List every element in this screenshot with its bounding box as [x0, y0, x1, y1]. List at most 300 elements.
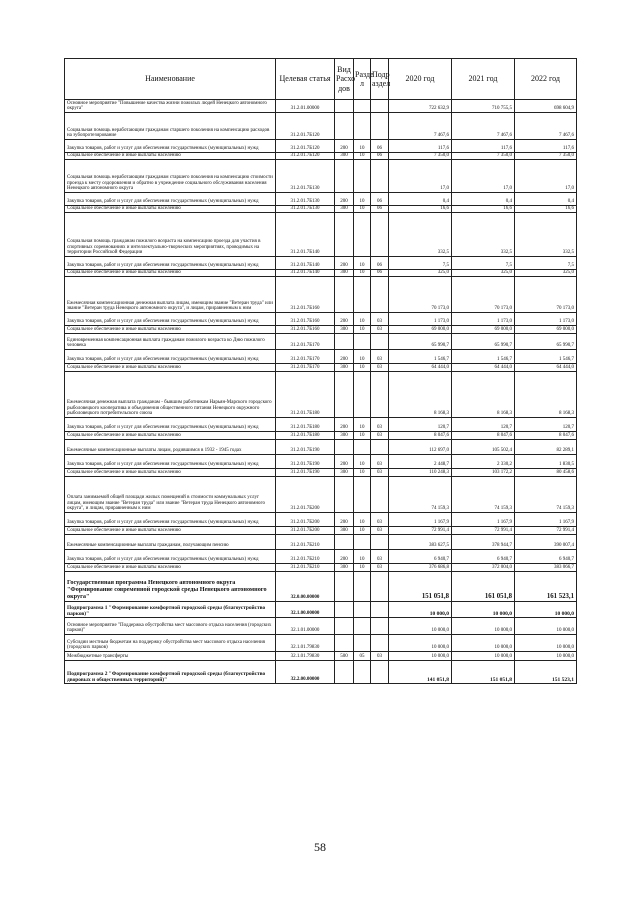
cell-vid	[335, 160, 354, 193]
cell-code: 32.1.01.79830	[276, 652, 335, 661]
cell-2022: 10 000,0	[515, 602, 577, 618]
header-vid: Вид Расхо дов	[335, 59, 354, 100]
cell-name: Социальное обеспечение и иные выплаты населению	[65, 469, 276, 477]
cell-2022: 8 168,3	[515, 372, 577, 418]
cell-2021: 16,6	[452, 206, 515, 213]
cell-name: Оплата занимаемой общей площади жилых помещений в стоимости коммунальных услуг лицам, имеющим звание "Ветеран труда" или звание "Ветеран труда Ненецкого автономного округа", и лицам, приравненным к ним	[65, 477, 276, 513]
table-row	[65, 153, 577, 160]
cell-razd	[354, 572, 371, 602]
cell-2021: 151 051,8	[452, 661, 515, 684]
cell-podr	[371, 440, 389, 455]
table-row	[65, 635, 577, 652]
cell-2020: 10 000,0	[389, 635, 452, 652]
cell-podr: 03	[371, 313, 389, 326]
table-row	[65, 469, 577, 477]
cell-code: 31.2.01.7Б200	[276, 527, 335, 535]
budget-table	[64, 58, 577, 684]
cell-name: Ежемесячная компенсационная денежная выплата лицам, имеющим звание "Ветеран труда" или звание "Ветеран труда Ненецкого автономного округа", и лицам, приравненным к ним	[65, 277, 276, 313]
table-row	[65, 326, 577, 334]
cell-vid	[335, 277, 354, 313]
cell-2021: 7 467,6	[452, 113, 515, 140]
cell-code: 31.2.01.7Б130	[276, 160, 335, 193]
cell-2020: 70 173,0	[389, 277, 452, 313]
cell-podr: 03	[371, 513, 389, 527]
cell-code: 31.2.01.7Б130	[276, 206, 335, 213]
cell-2021: 120,7	[452, 418, 515, 432]
cell-name: Социальное обеспечение и иные выплаты населению	[65, 326, 276, 334]
cell-podr	[371, 618, 389, 635]
cell-razd	[354, 160, 371, 193]
cell-2021: 17,0	[452, 160, 515, 193]
table-row	[65, 372, 577, 418]
cell-podr: 06	[371, 270, 389, 277]
cell-name: Подпрограмма 1 "Формирование комфортной городской среды (благоустройство парков)"	[65, 602, 276, 618]
cell-2021: 710 755,5	[452, 100, 515, 113]
table-row	[65, 618, 577, 635]
cell-podr: 03	[371, 652, 389, 661]
cell-2022: 7,5	[515, 257, 577, 270]
cell-podr: 03	[371, 527, 389, 535]
cell-vid	[335, 535, 354, 550]
cell-code: 32.2.00.00000	[276, 661, 335, 684]
cell-2020: 7,5	[389, 257, 452, 270]
cell-2022: 7 467,6	[515, 113, 577, 140]
cell-podr: 06	[371, 153, 389, 160]
cell-2022: 74 159,3	[515, 477, 577, 513]
cell-vid: 200	[335, 257, 354, 270]
cell-name: Закупка товаров, работ и услуг для обеспечения государственных (муниципальных) нужд	[65, 550, 276, 564]
cell-razd: 10	[354, 564, 371, 572]
cell-2022: 151 523,1	[515, 661, 577, 684]
cell-vid: 200	[335, 140, 354, 153]
cell-2020: 8 168,3	[389, 372, 452, 418]
cell-2020: 6 940,7	[389, 550, 452, 564]
cell-vid	[335, 113, 354, 140]
table-row	[65, 364, 577, 372]
cell-2022: 161 523,1	[515, 572, 577, 602]
header-name: Наименование	[65, 59, 276, 100]
cell-vid	[335, 477, 354, 513]
cell-vid	[335, 100, 354, 113]
cell-2022: 10 000,0	[515, 652, 577, 661]
cell-code: 31.2.01.7Б120	[276, 153, 335, 160]
cell-vid: 300	[335, 270, 354, 277]
cell-razd: 10	[354, 326, 371, 334]
cell-name: Межбюджетные трансферты	[65, 652, 276, 661]
cell-2021: 7 350,0	[452, 153, 515, 160]
table-row	[65, 432, 577, 440]
cell-podr: 03	[371, 469, 389, 477]
cell-2020: 1 546,7	[389, 350, 452, 364]
cell-2022: 390 007,4	[515, 535, 577, 550]
cell-2020: 110 248,3	[389, 469, 452, 477]
cell-podr: 03	[371, 432, 389, 440]
cell-name: Закупка товаров, работ и услуг для обеспечения государственных (муниципальных) нужд	[65, 257, 276, 270]
cell-podr: 03	[371, 550, 389, 564]
cell-podr	[371, 100, 389, 113]
table-row	[65, 213, 577, 257]
table-row	[65, 550, 577, 564]
cell-razd	[354, 277, 371, 313]
table-row	[65, 140, 577, 153]
cell-razd: 10	[354, 153, 371, 160]
cell-name: Социальное обеспечение и иные выплаты населению	[65, 432, 276, 440]
cell-podr	[371, 277, 389, 313]
cell-podr: 06	[371, 140, 389, 153]
cell-2022: 1 167,9	[515, 513, 577, 527]
cell-2021: 1 546,7	[452, 350, 515, 364]
cell-2022: 7 350,0	[515, 153, 577, 160]
cell-razd: 10	[354, 432, 371, 440]
cell-razd: 05	[354, 652, 371, 661]
cell-vid: 300	[335, 527, 354, 535]
cell-code: 31.2.01.7Б190	[276, 440, 335, 455]
table-row	[65, 270, 577, 277]
cell-podr	[371, 477, 389, 513]
cell-2021: 103 172,2	[452, 469, 515, 477]
cell-name: Социальное обеспечение и иные выплаты населению	[65, 364, 276, 372]
cell-code: 32.0.00.00000	[276, 572, 335, 602]
cell-2021: 332,5	[452, 213, 515, 257]
cell-razd	[354, 618, 371, 635]
cell-2021: 325,0	[452, 270, 515, 277]
cell-name: Подпрограмма 2 "Формирование комфортной городской среды (благоустройство дворовых и общественных территорий)"	[65, 661, 276, 684]
cell-name: Ежемесячные компенсационные выплаты лицам, родившимся в 1932 - 1945 годах	[65, 440, 276, 455]
cell-podr	[371, 213, 389, 257]
table-row	[65, 527, 577, 535]
cell-2021: 2 330,2	[452, 455, 515, 469]
cell-code: 32.1.01.00000	[276, 618, 335, 635]
cell-2022: 325,0	[515, 270, 577, 277]
cell-vid	[335, 334, 354, 350]
cell-podr	[371, 160, 389, 193]
cell-2022: 70 173,0	[515, 277, 577, 313]
cell-vid	[335, 440, 354, 455]
cell-2020: 7 350,0	[389, 153, 452, 160]
cell-code: 31.2.01.7Б130	[276, 193, 335, 206]
cell-2022: 120,7	[515, 418, 577, 432]
cell-name: Основное мероприятие "Поддержка обустройства мест массового отдыха населения (городских парков)"	[65, 618, 276, 635]
cell-2021: 10 000,0	[452, 618, 515, 635]
cell-vid: 300	[335, 432, 354, 440]
cell-2021: 105 502,4	[452, 440, 515, 455]
cell-2022: 1 830,5	[515, 455, 577, 469]
cell-razd: 10	[354, 364, 371, 372]
cell-vid: 300	[335, 469, 354, 477]
header-code: Целевая статья	[276, 59, 335, 100]
cell-2021: 372 004,0	[452, 564, 515, 572]
cell-2020: 10 000,0	[389, 618, 452, 635]
cell-vid	[335, 372, 354, 418]
cell-2021: 117,6	[452, 140, 515, 153]
cell-vid: 200	[335, 455, 354, 469]
table-row	[65, 350, 577, 364]
cell-2020: 722 632,9	[389, 100, 452, 113]
cell-code: 31.2.01.7Б120	[276, 140, 335, 153]
cell-razd: 10	[354, 193, 371, 206]
cell-2022: 16,6	[515, 206, 577, 213]
cell-vid: 300	[335, 564, 354, 572]
cell-razd: 10	[354, 527, 371, 535]
header-razd: Разде л	[354, 59, 371, 100]
cell-razd: 10	[354, 455, 371, 469]
cell-code: 31.2.01.7Б170	[276, 364, 335, 372]
cell-2020: 376 686,8	[389, 564, 452, 572]
cell-2022: 0,4	[515, 193, 577, 206]
cell-vid: 200	[335, 550, 354, 564]
cell-2022: 117,6	[515, 140, 577, 153]
cell-name: Социальное обеспечение и иные выплаты населению	[65, 270, 276, 277]
cell-2021: 70 173,0	[452, 277, 515, 313]
cell-2020: 7 467,6	[389, 113, 452, 140]
cell-podr: 03	[371, 364, 389, 372]
cell-code: 31.2.01.7Б160	[276, 277, 335, 313]
table-body	[65, 100, 577, 684]
cell-name: Закупка товаров, работ и услуг для обеспечения государственных (муниципальных) нужд	[65, 418, 276, 432]
cell-razd: 10	[354, 206, 371, 213]
cell-razd	[354, 100, 371, 113]
cell-2022: 383 066,7	[515, 564, 577, 572]
cell-2020: 1 173,0	[389, 313, 452, 326]
cell-2020: 0,4	[389, 193, 452, 206]
cell-podr: 03	[371, 455, 389, 469]
cell-code: 31.2.01.7Б170	[276, 350, 335, 364]
cell-podr	[371, 635, 389, 652]
table-row	[65, 206, 577, 213]
cell-2021: 69 000,0	[452, 326, 515, 334]
cell-name: Социальное обеспечение и иные выплаты населению	[65, 206, 276, 213]
cell-razd	[354, 113, 371, 140]
cell-code: 31.2.01.7Б140	[276, 257, 335, 270]
cell-2022: 69 000,0	[515, 326, 577, 334]
table-row	[65, 160, 577, 193]
table-row	[65, 418, 577, 432]
cell-code: 31.2.01.7Б210	[276, 564, 335, 572]
cell-razd: 10	[354, 140, 371, 153]
cell-2021: 8 047,6	[452, 432, 515, 440]
cell-2021: 74 159,3	[452, 477, 515, 513]
cell-razd: 10	[354, 469, 371, 477]
cell-razd: 10	[354, 350, 371, 364]
cell-name: Субсидии местным бюджетам на поддержку обустройства мест массового отдыха населения (городских парков)	[65, 635, 276, 652]
cell-podr	[371, 661, 389, 684]
cell-code: 31.2.01.7Б160	[276, 326, 335, 334]
cell-2022: 72 991,4	[515, 527, 577, 535]
cell-2022: 698 604,9	[515, 100, 577, 113]
cell-vid: 200	[335, 350, 354, 364]
cell-2021: 1 173,0	[452, 313, 515, 326]
cell-razd	[354, 635, 371, 652]
cell-razd	[354, 372, 371, 418]
cell-name: Социальная помощь неработающим гражданам старшего поколения на компенсацию стоимости проезда к месту оздоровления и обратно в учреждение социального обслуживания населения Ненецкого автономного округа	[65, 160, 276, 193]
table-row	[65, 477, 577, 513]
cell-2022: 65 990,7	[515, 334, 577, 350]
table-row	[65, 257, 577, 270]
cell-razd	[354, 602, 371, 618]
cell-2020: 2 448,7	[389, 455, 452, 469]
cell-2021: 7,5	[452, 257, 515, 270]
cell-code: 31.2.01.7Б180	[276, 432, 335, 440]
table-row	[65, 440, 577, 455]
cell-vid: 200	[335, 193, 354, 206]
cell-code: 32.1.01.79830	[276, 635, 335, 652]
cell-code: 32.1.00.00000	[276, 602, 335, 618]
cell-name: Социальное обеспечение и иные выплаты населению	[65, 564, 276, 572]
cell-code: 31.2.01.7Б200	[276, 513, 335, 527]
table-row	[65, 193, 577, 206]
cell-razd	[354, 440, 371, 455]
table-row	[65, 602, 577, 618]
cell-razd	[354, 661, 371, 684]
cell-2022: 17,0	[515, 160, 577, 193]
cell-2020: 69 000,0	[389, 326, 452, 334]
cell-2022: 6 940,7	[515, 550, 577, 564]
cell-vid	[335, 213, 354, 257]
cell-2021: 10 000,0	[452, 602, 515, 618]
cell-2020: 1 167,9	[389, 513, 452, 527]
cell-vid: 300	[335, 364, 354, 372]
header-podr: Подр аздел	[371, 59, 389, 100]
cell-razd: 10	[354, 418, 371, 432]
table-header-row	[65, 59, 577, 100]
cell-name: Социальная помощь гражданам пожилого возраста на компенсацию проезда для участия в спортивных соревнованиях и интеллектуально-творческих мероприятиях, проводимых на территории Российской Федерации	[65, 213, 276, 257]
cell-2022: 1 546,7	[515, 350, 577, 364]
cell-name: Закупка товаров, работ и услуг для обеспечения государственных (муниципальных) нужд	[65, 313, 276, 326]
cell-vid	[335, 661, 354, 684]
cell-2021: 64 444,0	[452, 364, 515, 372]
cell-2022: 64 444,0	[515, 364, 577, 372]
cell-name: Основное мероприятие "Повышение качества жизни пожилых людей Ненецкого автономного округа"	[65, 100, 276, 113]
cell-2020: 112 697,0	[389, 440, 452, 455]
cell-podr	[371, 372, 389, 418]
cell-2021: 8 168,3	[452, 372, 515, 418]
header-2021: 2021 год	[452, 59, 515, 100]
table-row	[65, 313, 577, 326]
cell-podr	[371, 113, 389, 140]
cell-2020: 72 991,4	[389, 527, 452, 535]
page-number: 58	[314, 840, 326, 854]
cell-code: 31.2.01.7Б170	[276, 334, 335, 350]
cell-2021: 6 940,7	[452, 550, 515, 564]
cell-2020: 65 990,7	[389, 334, 452, 350]
cell-vid: 200	[335, 313, 354, 326]
cell-code: 31.2.01.7Б140	[276, 213, 335, 257]
header-2020: 2020 год	[389, 59, 452, 100]
table-row	[65, 652, 577, 661]
cell-2020: 64 444,0	[389, 364, 452, 372]
cell-2020: 10 000,0	[389, 652, 452, 661]
cell-name: Закупка товаров, работ и услуг для обеспечения государственных (муниципальных) нужд	[65, 350, 276, 364]
cell-2022: 10 000,0	[515, 618, 577, 635]
cell-code: 31.2.01.7Б180	[276, 418, 335, 432]
cell-podr: 03	[371, 418, 389, 432]
cell-2020: 8 047,6	[389, 432, 452, 440]
cell-podr: 06	[371, 206, 389, 213]
cell-vid: 500	[335, 652, 354, 661]
cell-vid	[335, 635, 354, 652]
cell-2020: 74 159,3	[389, 477, 452, 513]
cell-2020: 383 627,5	[389, 535, 452, 550]
cell-vid: 200	[335, 513, 354, 527]
cell-2021: 161 051,8	[452, 572, 515, 602]
cell-vid: 200	[335, 418, 354, 432]
cell-razd: 10	[354, 313, 371, 326]
cell-vid: 300	[335, 153, 354, 160]
table-row	[65, 277, 577, 313]
cell-name: Закупка товаров, работ и услуг для обеспечения государственных (муниципальных) нужд	[65, 513, 276, 527]
cell-code: 31.2.01.00000	[276, 100, 335, 113]
cell-razd: 10	[354, 257, 371, 270]
cell-podr: 03	[371, 326, 389, 334]
cell-podr: 03	[371, 350, 389, 364]
table-row	[65, 535, 577, 550]
cell-razd: 10	[354, 550, 371, 564]
cell-2021: 1 167,9	[452, 513, 515, 527]
cell-name: Социальное обеспечение и иные выплаты населению	[65, 153, 276, 160]
cell-2021: 378 944,7	[452, 535, 515, 550]
cell-code: 31.2.01.7Б120	[276, 113, 335, 140]
cell-vid	[335, 572, 354, 602]
cell-2021: 0,4	[452, 193, 515, 206]
cell-podr: 06	[371, 257, 389, 270]
table-row	[65, 455, 577, 469]
cell-podr: 03	[371, 564, 389, 572]
cell-name: Единовременная компенсационная выплата гражданам пожилого возраста ко Дню пожилого человека	[65, 334, 276, 350]
cell-code: 31.2.01.7Б190	[276, 455, 335, 469]
cell-name: Ежемесячная денежная выплата гражданам - бывшим работникам Нарьян-Марского городского рыболовецкого кооператива и объединения общественного питания Ненецкого окружного рыболовецкого потребительского союза	[65, 372, 276, 418]
header-2022: 2022 год	[515, 59, 577, 100]
cell-2020: 117,6	[389, 140, 452, 153]
cell-podr: 06	[371, 193, 389, 206]
cell-razd: 10	[354, 270, 371, 277]
cell-name: Социальная помощь неработающим гражданам старшего поколения на компенсацию расходов на зубопротезирование	[65, 113, 276, 140]
table-row	[65, 564, 577, 572]
cell-code: 31.2.01.7Б190	[276, 469, 335, 477]
cell-razd	[354, 477, 371, 513]
cell-razd: 10	[354, 513, 371, 527]
cell-2020: 120,7	[389, 418, 452, 432]
cell-podr	[371, 602, 389, 618]
cell-2020: 16,6	[389, 206, 452, 213]
cell-2022: 80 458,6	[515, 469, 577, 477]
cell-2020: 332,5	[389, 213, 452, 257]
cell-razd	[354, 535, 371, 550]
cell-2020: 10 000,0	[389, 602, 452, 618]
cell-vid: 300	[335, 206, 354, 213]
cell-2022: 332,5	[515, 213, 577, 257]
cell-2022: 1 173,0	[515, 313, 577, 326]
cell-podr	[371, 334, 389, 350]
cell-code: 31.2.01.7Б200	[276, 477, 335, 513]
table-row	[65, 661, 577, 684]
table-row	[65, 572, 577, 602]
cell-name: Закупка товаров, работ и услуг для обеспечения государственных (муниципальных) нужд	[65, 455, 276, 469]
cell-2020: 17,0	[389, 160, 452, 193]
cell-name: Закупка товаров, работ и услуг для обеспечения государственных (муниципальных) нужд	[65, 140, 276, 153]
cell-name: Государственная программа Ненецкого автономного округа "Формирование современной городской среды Ненецкого автономного округа"	[65, 572, 276, 602]
cell-2021: 10 000,0	[452, 652, 515, 661]
table-row	[65, 100, 577, 113]
cell-name: Социальное обеспечение и иные выплаты населению	[65, 527, 276, 535]
cell-code: 31.2.01.7Б140	[276, 270, 335, 277]
cell-2021: 65 990,7	[452, 334, 515, 350]
cell-2021: 72 991,4	[452, 527, 515, 535]
cell-2022: 82 289,1	[515, 440, 577, 455]
cell-2022: 10 000,0	[515, 635, 577, 652]
cell-vid	[335, 602, 354, 618]
cell-name: Ежемесячные компенсационные выплаты гражданам, получающим пенсию	[65, 535, 276, 550]
cell-razd	[354, 334, 371, 350]
